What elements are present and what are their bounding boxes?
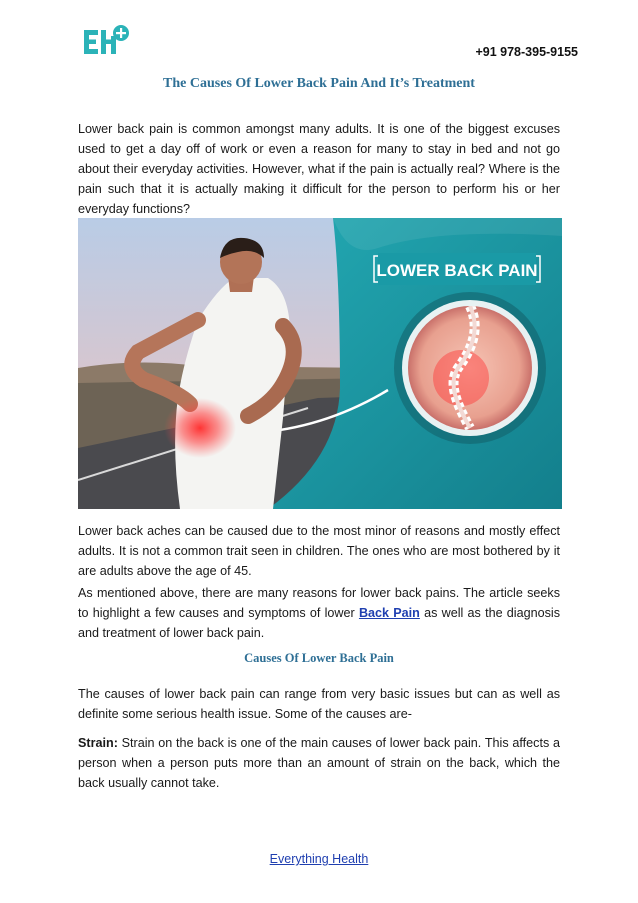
back-pain-link[interactable]: Back Pain	[358, 606, 420, 620]
footer-link[interactable]: Everything Health	[269, 852, 369, 866]
strain-label: Strain:	[78, 736, 118, 750]
paragraph-reasons-end: as well as the diagnosis and treatment of lower back pain.	[78, 606, 561, 640]
paragraph-reasons	[78, 583, 560, 643]
footer	[0, 852, 638, 866]
strain-text: Strain on the back is one of the main causes of lower back pain. This affects a person when a person puts more than an amount of strain on the back, which the back usually cannot take.	[78, 736, 560, 790]
paragraph-strain	[78, 733, 560, 793]
lower-back-pain-image	[78, 218, 562, 509]
image-banner-text: LOWER BACK PAIN	[376, 261, 538, 280]
article-title: The Causes Of Lower Back Pain And It’s Treatment	[163, 76, 475, 91]
section-heading-causes: Causes Of Lower Back Pain	[244, 651, 394, 665]
intro-paragraph: Lower back pain is common amongst many adults. It is one of the biggest excuses used to get a day off of work or even a reason for many to stay in bed and not go about their everyday activities. However, what if the pain is actually real? Where is the pain such that it is actually making it difficult for the person to perform his or her everyday functions?	[78, 122, 560, 216]
paragraph-reasons-start: As mentioned above, there are many reasons for lower back pains. The article seeks to highlight a few causes and symptoms of lower	[78, 586, 560, 620]
everything-health-logo	[84, 24, 132, 54]
phone-number: +91 978-395-9155	[475, 45, 578, 59]
paragraph-age: Lower back aches can be caused due to the most minor of reasons and mostly effect adults. It is not a common trait seen in children. The ones who are most bothered by it are adults above the age of 45.	[78, 524, 560, 578]
paragraph-causes-intro: The causes of lower back pain can range from very basic issues but can as well as definite some serious health issue. Some of the causes are-	[78, 687, 560, 721]
